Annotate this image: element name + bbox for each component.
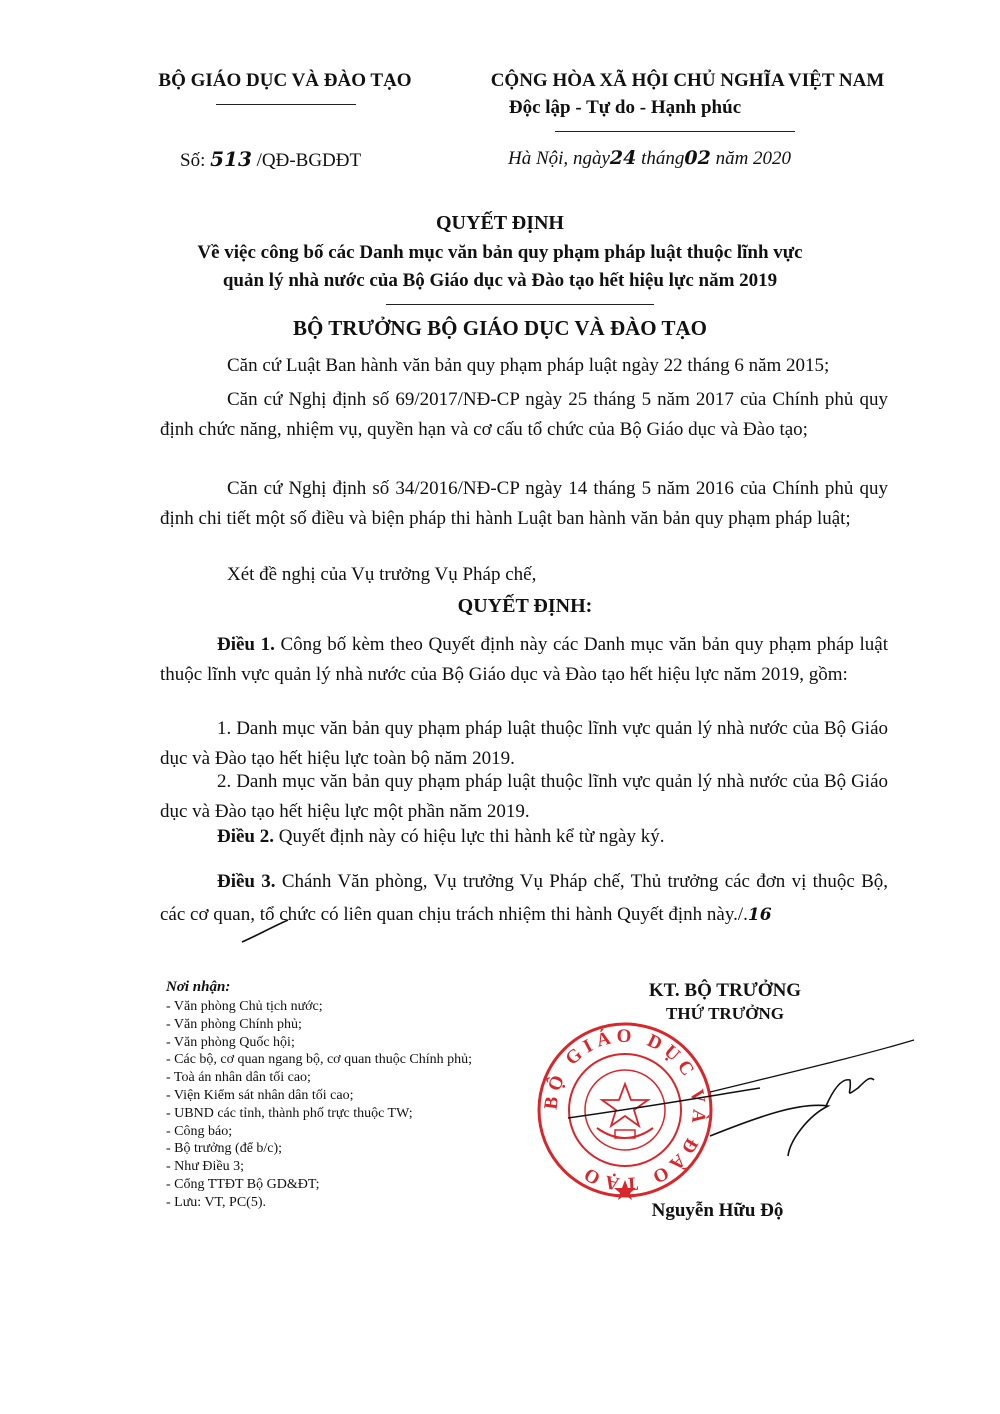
article-3-text: Chánh Văn phòng, Vụ trưởng Vụ Pháp chế, Thủ trưởng các đơn vị thuộc Bộ, các cơ quan, tổ chức có liên quan chịu trách nhiệm thi hành Quyết định này./. bbox=[160, 871, 889, 925]
recipient-item: - Như Điều 3; bbox=[166, 1159, 244, 1175]
ministry-name: BỘ GIÁO DỤC VÀ ĐÀO TẠO bbox=[158, 70, 412, 91]
recipient-item: - Văn phòng Chính phủ; bbox=[166, 1016, 302, 1032]
signature-title-1: KT. BỘ TRƯỞNG bbox=[648, 980, 802, 1001]
initial-stroke-mark bbox=[240, 918, 290, 948]
motto-underline bbox=[555, 131, 795, 132]
motto: Độc lập - Tự do - Hạnh phúc bbox=[508, 97, 742, 118]
legal-basis-2: Căn cứ Nghị định số 69/2017/NĐ-CP ngày 25 tháng 5 năm 2017 của Chính phủ quy định chức năng, nhiệm vụ, quyền hạn và cơ cấu tổ chức của Bộ Giáo dục và Đào tạo; bbox=[160, 389, 888, 440]
signature-title-2: THỨ TRƯỞNG bbox=[666, 1004, 784, 1023]
legal-basis-1: Căn cứ Luật Ban hành văn bản quy phạm pháp luật ngày 22 tháng 6 năm 2015; bbox=[227, 355, 830, 376]
date-year: năm 2020 bbox=[715, 148, 792, 169]
signer-name: Nguyễn Hữu Độ bbox=[651, 1200, 784, 1221]
document-subtitle-line1: Về việc công bố các Danh mục văn bản quy phạm pháp luật thuộc lĩnh vực bbox=[197, 242, 803, 263]
recipient-item: - Văn phòng Quốc hội; bbox=[166, 1034, 295, 1050]
article-1-item-1: 1. Danh mục văn bản quy phạm pháp luật thuộc lĩnh vực quản lý nhà nước của Bộ Giáo dục và Đào tạo hết hiệu lực toàn bộ năm 2019. bbox=[160, 718, 888, 769]
date-month-label: tháng bbox=[641, 148, 685, 169]
article-3-initial-mark: 16 bbox=[747, 905, 772, 925]
recipient-item: - UBND các tỉnh, thành phố trực thuộc TW; bbox=[166, 1105, 413, 1121]
recipient-item: - Cổng TTĐT Bộ GD&ĐT; bbox=[166, 1176, 320, 1192]
recipients-block bbox=[166, 979, 566, 1212]
article-3-label: Điều 3. bbox=[217, 871, 276, 892]
date-month: 02 bbox=[684, 147, 711, 169]
recipients-list bbox=[166, 998, 566, 1212]
date-day-label: ngày bbox=[572, 148, 610, 169]
recipient-item: - Các bộ, cơ quan ngang bộ, cơ quan thuộc Chính phủ; bbox=[166, 1052, 473, 1068]
article-2 bbox=[160, 822, 888, 852]
document-date bbox=[508, 147, 791, 170]
title-underline bbox=[386, 304, 654, 305]
date-day: 24 bbox=[609, 147, 637, 169]
handwritten-signature bbox=[560, 1036, 920, 1160]
ministry-underline bbox=[216, 104, 356, 105]
number-suffix: /QĐ-BGDĐT bbox=[256, 150, 362, 171]
document-subtitle-line2: quản lý nhà nước của Bộ Giáo dục và Đào tạo hết hiệu lực năm 2019 bbox=[222, 270, 778, 291]
recipient-item: - Công báo; bbox=[166, 1123, 233, 1139]
recipient-item: - Viện Kiểm sát nhân dân tối cao; bbox=[166, 1087, 354, 1103]
seal-text: BỘ GIÁO DỤC VÀ ĐÀO TẠO bbox=[540, 1025, 710, 1195]
article-1-text: Công bố kèm theo Quyết định này các Danh mục văn bản quy phạm pháp luật thuộc lĩnh vực quản lý nhà nước của Bộ Giáo dục và Đào tạo hết hiệu lực năm 2019, gồm: bbox=[160, 634, 888, 685]
recommendation: Xét đề nghị của Vụ trưởng Vụ Pháp chế, bbox=[227, 564, 537, 585]
recipient-item: - Toà án nhân dân tối cao; bbox=[166, 1070, 311, 1086]
date-place: Hà Nội, bbox=[508, 148, 569, 169]
document-title: QUYẾT ĐỊNH bbox=[436, 212, 564, 234]
article-2-text: Quyết định này có hiệu lực thi hành kể từ ngày ký. bbox=[278, 826, 665, 847]
recipient-item: - Lưu: VT, PC(5). bbox=[166, 1194, 267, 1210]
article-1-item-2: 2. Danh mục văn bản quy phạm pháp luật thuộc lĩnh vực quản lý nhà nước của Bộ Giáo dục và Đào tạo hết hiệu lực một phần năm 2019. bbox=[160, 771, 888, 822]
article-1-label: Điều 1. bbox=[217, 634, 275, 655]
article-1 bbox=[160, 630, 888, 690]
recipient-item: - Văn phòng Chủ tịch nước; bbox=[166, 999, 323, 1014]
recipient-item: - Bộ trưởng (để b/c); bbox=[166, 1141, 283, 1157]
issuing-authority: BỘ TRƯỞNG BỘ GIÁO DỤC VÀ ĐÀO TẠO bbox=[292, 316, 708, 340]
country-name: CỘNG HÒA XÃ HỘI CHỦ NGHĨA VIỆT NAM bbox=[490, 70, 885, 91]
number-prefix: Số: bbox=[180, 150, 206, 171]
recipients-title: Nơi nhận: bbox=[166, 979, 231, 995]
number-handwritten: 513 bbox=[210, 147, 252, 171]
legal-basis-3: Căn cứ Nghị định số 34/2016/NĐ-CP ngày 14 tháng 5 năm 2016 của Chính phủ quy định chi tiết một số điều và biện pháp thi hành Luật ban hành văn bản quy phạm pháp luật; bbox=[160, 478, 888, 529]
article-2-label: Điều 2. bbox=[217, 826, 274, 847]
document-number bbox=[180, 147, 361, 172]
decision-heading: QUYẾT ĐỊNH: bbox=[457, 595, 593, 617]
